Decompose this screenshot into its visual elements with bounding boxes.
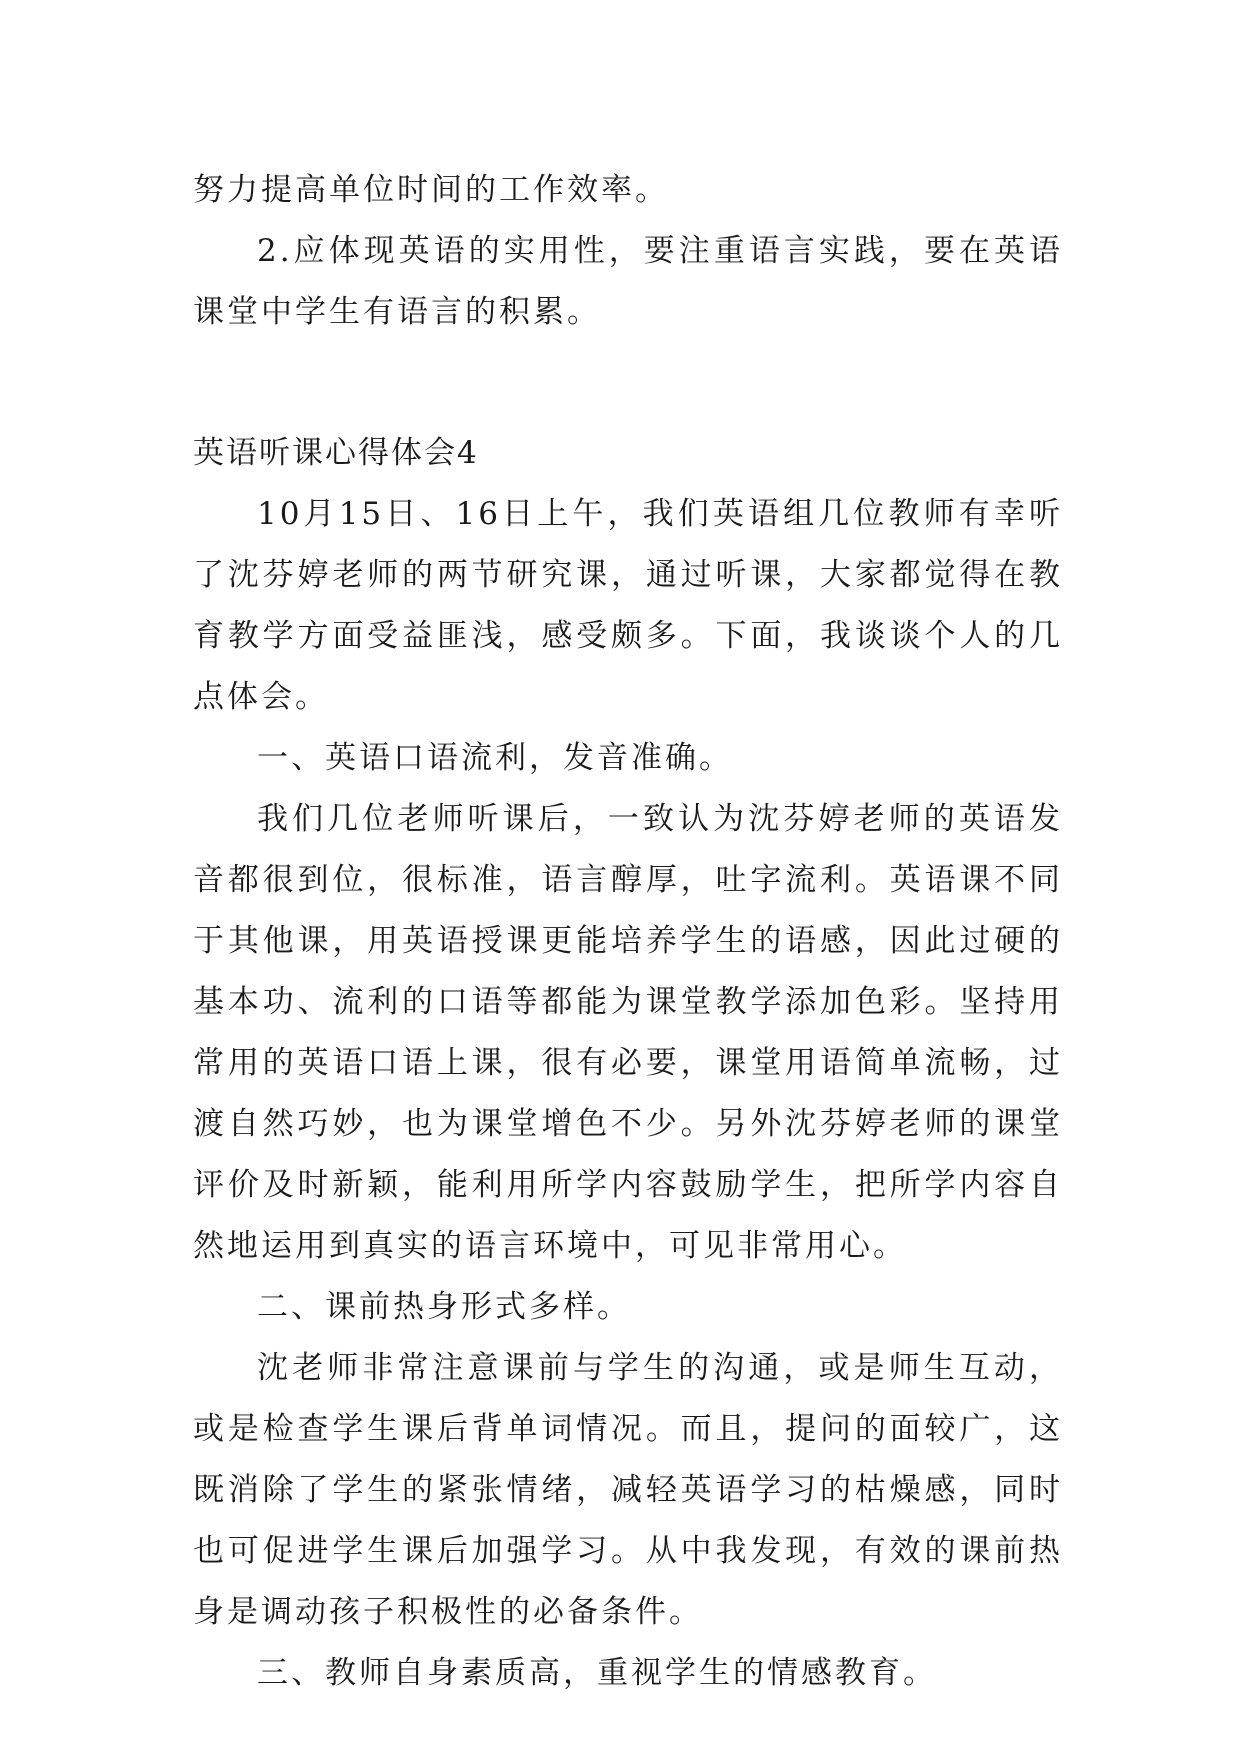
paragraph-point-one: 我们几位老师听课后，一致认为沈芬婷老师的英语发音都很到位，很标准，语言醇厚，吐字流利。英语课不同于其他课，用英语授课更能培养学生的语感，因此过硬的基本功、流利的口语等都能为课堂教学添加色彩。坚持用常用的英语口语上课，很有必要，课堂用语简单流畅，过渡自然巧妙，也为课堂增色不少。另外沈芬婷老师的课堂评价及时新颖，能利用所学内容鼓励学生，把所学内容自然地运用到真实的语言环境中，可见非常用心。 [193,801,1063,1264]
heading-point-two: 二、课前热身形式多样。 [257,1289,631,1325]
paragraph-point-two: 沈老师非常注意课前与学生的沟通，或是师生互动，或是检查学生课后背单词情况。而且，提问的面较广，这既消除了学生的紧张情绪，减轻英语学习的枯燥感，同时也可促进学生课后加强学习。从中我发现，有效的课前热身是调动孩子积极性的必备条件。 [193,1350,1063,1630]
document-body [193,160,1063,1704]
paragraph-continuation: 努力提高单位时间的工作效率。 [193,172,669,208]
heading-point-three: 三、教师自身素质高，重视学生的情感教育。 [257,1655,937,1691]
section-title: 英语听课心得体会4 [193,435,479,471]
paragraph-point-2: 2.应体现英语的实用性，要注重语言实践，要在英语课堂中学生有语言的积累。 [193,233,1063,330]
heading-point-one: 一、英语口语流利，发音准确。 [257,740,733,776]
paragraph-intro: 10月15日、16日上午，我们英语组几位教师有幸听了沈芬婷老师的两节研究课，通过听课，大家都觉得在教育教学方面受益匪浅，感受颇多。下面，我谈谈个人的几点体会。 [193,496,1063,715]
